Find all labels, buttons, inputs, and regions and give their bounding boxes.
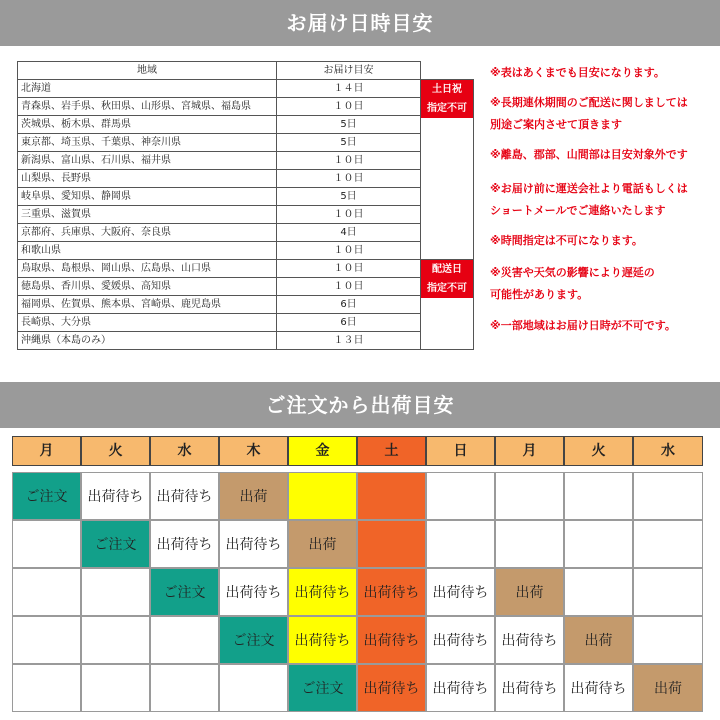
header-days: お届け目安: [277, 62, 421, 80]
region-cell: 茨城県、栃木県、群馬県: [18, 116, 277, 134]
order-cell: ご注文: [219, 616, 288, 664]
waiting-cell: 出荷待ち: [357, 616, 426, 664]
order-banner: ご注文から出荷目安: [0, 382, 720, 428]
day-header: 火: [564, 436, 633, 466]
waiting-cell: 出荷待ち: [426, 568, 495, 616]
table-row: [18, 152, 474, 170]
table-header-row: [18, 62, 474, 80]
days-cell: 6日: [277, 314, 421, 332]
order-cell: ご注文: [288, 664, 357, 712]
empty-cell: [564, 520, 633, 568]
day-header: 日: [426, 436, 495, 466]
empty-cell: [12, 616, 81, 664]
waiting-cell: 出荷待ち: [288, 616, 357, 664]
note-line: 別途ご案内させて頂きます: [490, 118, 622, 131]
empty-cell: [150, 616, 219, 664]
empty-cell: [81, 664, 150, 712]
region-cell: 新潟県、富山県、石川県、福井県: [18, 152, 277, 170]
region-cell: 福岡県、佐賀県、熊本県、宮崎県、鹿児島県: [18, 296, 277, 314]
days-cell: １０日: [277, 278, 421, 296]
region-cell: 岐阜県、愛知県、静岡県: [18, 188, 277, 206]
table-row: [18, 98, 474, 116]
note-line: ※表はあくまでも目安になります。: [490, 66, 665, 79]
badge-date-line2: 指定不可: [427, 283, 467, 294]
day-header: 水: [633, 436, 703, 466]
days-cell: 6日: [277, 296, 421, 314]
days-cell: 4日: [277, 224, 421, 242]
empty-cell: [357, 472, 426, 520]
waiting-cell: 出荷待ち: [426, 616, 495, 664]
days-cell: １４日: [277, 80, 421, 98]
empty-cell: [357, 520, 426, 568]
day-header: 金: [288, 436, 357, 466]
table-row: [18, 206, 474, 224]
badge-date: [421, 260, 473, 298]
table-row: [18, 314, 474, 332]
waiting-cell: 出荷待ち: [150, 472, 219, 520]
empty-cell: [219, 664, 288, 712]
empty-cell: [633, 568, 703, 616]
table-row: [18, 260, 474, 278]
note-line: ※時間指定は不可になります。: [490, 234, 643, 247]
note-line: ※災害や天気の影響により遅延の: [490, 266, 655, 279]
ship-cell: 出荷: [495, 568, 564, 616]
region-cell: 山梨県、長野県: [18, 170, 277, 188]
order-cell: ご注文: [150, 568, 219, 616]
note-line: ※長期連休期間のご配送に関しましては: [490, 96, 688, 109]
ship-cell: 出荷: [633, 664, 703, 712]
table-row: [18, 116, 474, 134]
days-cell: 5日: [277, 188, 421, 206]
region-cell: 和歌山県: [18, 242, 277, 260]
empty-cell: [495, 472, 564, 520]
header-region: 地域: [18, 62, 277, 80]
table-row: [18, 134, 474, 152]
region-cell: 青森県、岩手県、秋田県、山形県、宮城県、福島県: [18, 98, 277, 116]
day-header: 水: [150, 436, 219, 466]
waiting-cell: 出荷待ち: [357, 664, 426, 712]
empty-cell: [564, 472, 633, 520]
region-cell: 三重県、滋賀県: [18, 206, 277, 224]
waiting-cell: 出荷待ち: [495, 616, 564, 664]
date-note-cell: [421, 260, 474, 350]
days-cell: １０日: [277, 170, 421, 188]
ship-cell: 出荷: [288, 520, 357, 568]
empty-cell: [81, 568, 150, 616]
empty-cell: [150, 664, 219, 712]
region-cell: 北海道: [18, 80, 277, 98]
empty-cell: [426, 520, 495, 568]
empty-cell: [633, 616, 703, 664]
waiting-cell: 出荷待ち: [426, 664, 495, 712]
table-row: [18, 278, 474, 296]
badge-weekend-line1: 土日祝: [432, 84, 462, 95]
region-cell: 京都府、兵庫県、大阪府、奈良県: [18, 224, 277, 242]
table-row: [18, 80, 474, 98]
header-side: [421, 62, 474, 80]
empty-cell: [426, 472, 495, 520]
day-header: 土: [357, 436, 426, 466]
empty-cell: [633, 520, 703, 568]
note-line: ショートメールでご連絡いたします: [490, 204, 666, 217]
empty-cell: [12, 568, 81, 616]
empty-cell: [12, 664, 81, 712]
region-cell: 長崎県、大分県: [18, 314, 277, 332]
badge-weekend-line2: 指定不可: [427, 103, 467, 114]
waiting-cell: 出荷待ち: [81, 472, 150, 520]
region-cell: 沖縄県（本島のみ）: [18, 332, 277, 350]
table-row: [18, 224, 474, 242]
days-cell: １０日: [277, 260, 421, 278]
delivery-banner: お届け日時目安: [0, 0, 720, 46]
table-row: [18, 242, 474, 260]
empty-cell: [564, 568, 633, 616]
table-row: [18, 170, 474, 188]
waiting-cell: 出荷待ち: [219, 568, 288, 616]
note-line: ※一部地域はお届け日時が不可です。: [490, 319, 676, 332]
order-cell: ご注文: [81, 520, 150, 568]
region-cell: 東京都、埼玉県、千葉県、神奈川県: [18, 134, 277, 152]
table-row: [18, 188, 474, 206]
day-header: 木: [219, 436, 288, 466]
delivery-table: [17, 61, 474, 350]
days-cell: １３日: [277, 332, 421, 350]
table-row: [18, 332, 474, 350]
days-cell: 5日: [277, 116, 421, 134]
days-cell: １０日: [277, 152, 421, 170]
weekend-note-cell: [421, 80, 474, 260]
waiting-cell: 出荷待ち: [288, 568, 357, 616]
note-line: ※お届け前に運送会社より電話もしくは: [490, 182, 688, 195]
days-cell: １０日: [277, 98, 421, 116]
waiting-cell: 出荷待ち: [357, 568, 426, 616]
empty-cell: [81, 616, 150, 664]
table-row: [18, 296, 474, 314]
waiting-cell: 出荷待ち: [219, 520, 288, 568]
waiting-cell: 出荷待ち: [495, 664, 564, 712]
day-header: 月: [12, 436, 81, 466]
waiting-cell: 出荷待ち: [150, 520, 219, 568]
badge-date-line1: 配送日: [432, 264, 462, 275]
day-header: 月: [495, 436, 564, 466]
days-cell: 5日: [277, 134, 421, 152]
empty-cell: [495, 520, 564, 568]
empty-cell: [12, 520, 81, 568]
order-cell: ご注文: [12, 472, 81, 520]
ship-cell: 出荷: [564, 616, 633, 664]
days-cell: １０日: [277, 242, 421, 260]
day-header: 火: [81, 436, 150, 466]
region-cell: 徳島県、香川県、愛媛県、高知県: [18, 278, 277, 296]
note-line: ※離島、郡部、山間部は目安対象外です: [490, 148, 688, 161]
region-cell: 鳥取県、島根県、岡山県、広島県、山口県: [18, 260, 277, 278]
empty-cell: [288, 472, 357, 520]
note-line: 可能性があります。: [490, 288, 589, 301]
empty-cell: [633, 472, 703, 520]
waiting-cell: 出荷待ち: [564, 664, 633, 712]
ship-cell: 出荷: [219, 472, 288, 520]
days-cell: １０日: [277, 206, 421, 224]
badge-weekend: [421, 80, 473, 118]
